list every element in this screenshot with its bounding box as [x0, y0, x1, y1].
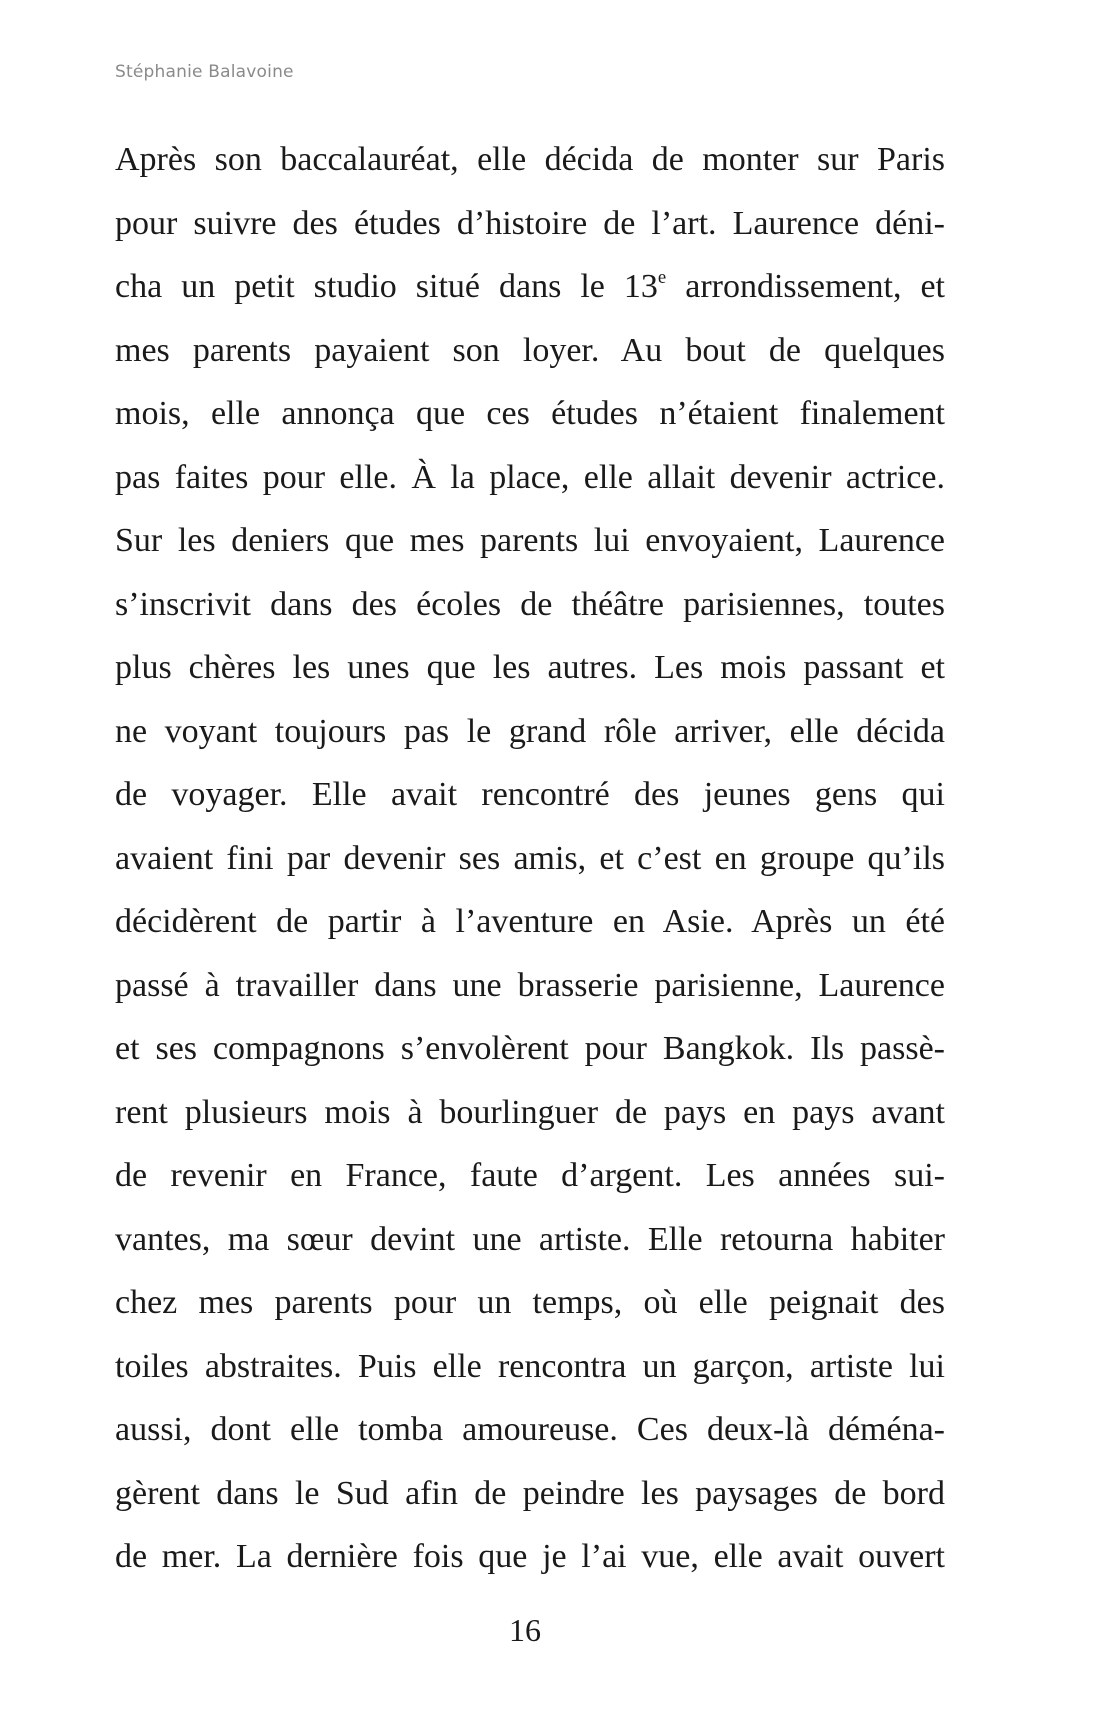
- text-line: de voyager. Elle avait rencontré des jeunes gens qui: [115, 776, 945, 813]
- text-line: et ses compagnons s’envolèrent pour Bangkok. Ils passè-: [115, 1030, 945, 1067]
- ordinal-superscript: e: [657, 266, 667, 288]
- text-line: plus chères les unes que les autres. Les mois passant et: [115, 649, 945, 686]
- text-line: aussi, dont elle tomba amoureuse. Ces deux-là déména-: [115, 1411, 945, 1448]
- text-line: ne voyant toujours pas le grand rôle arriver, elle décida: [115, 712, 945, 750]
- text-line: pas faites pour elle. À la place, elle allait devenir actrice.: [115, 458, 945, 496]
- text-line: de mer. La dernière fois que je l’ai vue, elle avait ouvert: [115, 1538, 945, 1575]
- text-line-part: arrondissement, et: [666, 268, 946, 305]
- text-line-part: cha un petit studio situé dans le 13: [115, 268, 658, 305]
- text-line: mes parents payaient son loyer. Au bout de quelques: [115, 331, 945, 369]
- text-line: mois, elle annonça que ces études n’étaient finalement: [115, 395, 945, 432]
- text-line: pour suivre des études d’histoire de l’art. Laurence déni-: [115, 204, 945, 242]
- text-line: rent plusieurs mois à bourlinguer de pays en pays avant: [115, 1093, 945, 1131]
- text-line: toiles abstraites. Puis elle rencontra un garçon, artiste lui: [115, 1347, 945, 1385]
- page-number: 16: [509, 1612, 541, 1648]
- text-line: gèrent dans le Sud afin de peindre les paysages de bord: [115, 1474, 945, 1512]
- text-line: passé à travailler dans une brasserie parisienne, Laurence: [115, 966, 945, 1004]
- text-line: de revenir en France, faute d’argent. Les années sui-: [115, 1157, 945, 1194]
- text-line: chez mes parents pour un temps, où elle peignait des: [115, 1284, 945, 1321]
- text-line: Après son baccalauréat, elle décida de monter sur Paris: [115, 141, 945, 178]
- text-line: Sur les deniers que mes parents lui envoyaient, Laurence: [115, 522, 945, 559]
- text-line: vantes, ma sœur devint une artiste. Elle retourna habiter: [115, 1220, 945, 1258]
- text-line: [115, 255, 945, 319]
- text-line: décidèrent de partir à l’aventure en Asie. Après un été: [115, 903, 945, 940]
- text-line: s’inscrivit dans des écoles de théâtre parisiennes, toutes: [115, 585, 945, 623]
- running-head: Stéphanie Balavoine: [115, 62, 294, 82]
- text-line: avaient fini par devenir ses amis, et c’est en groupe qu’ils: [115, 839, 945, 877]
- body-text: [115, 128, 945, 1589]
